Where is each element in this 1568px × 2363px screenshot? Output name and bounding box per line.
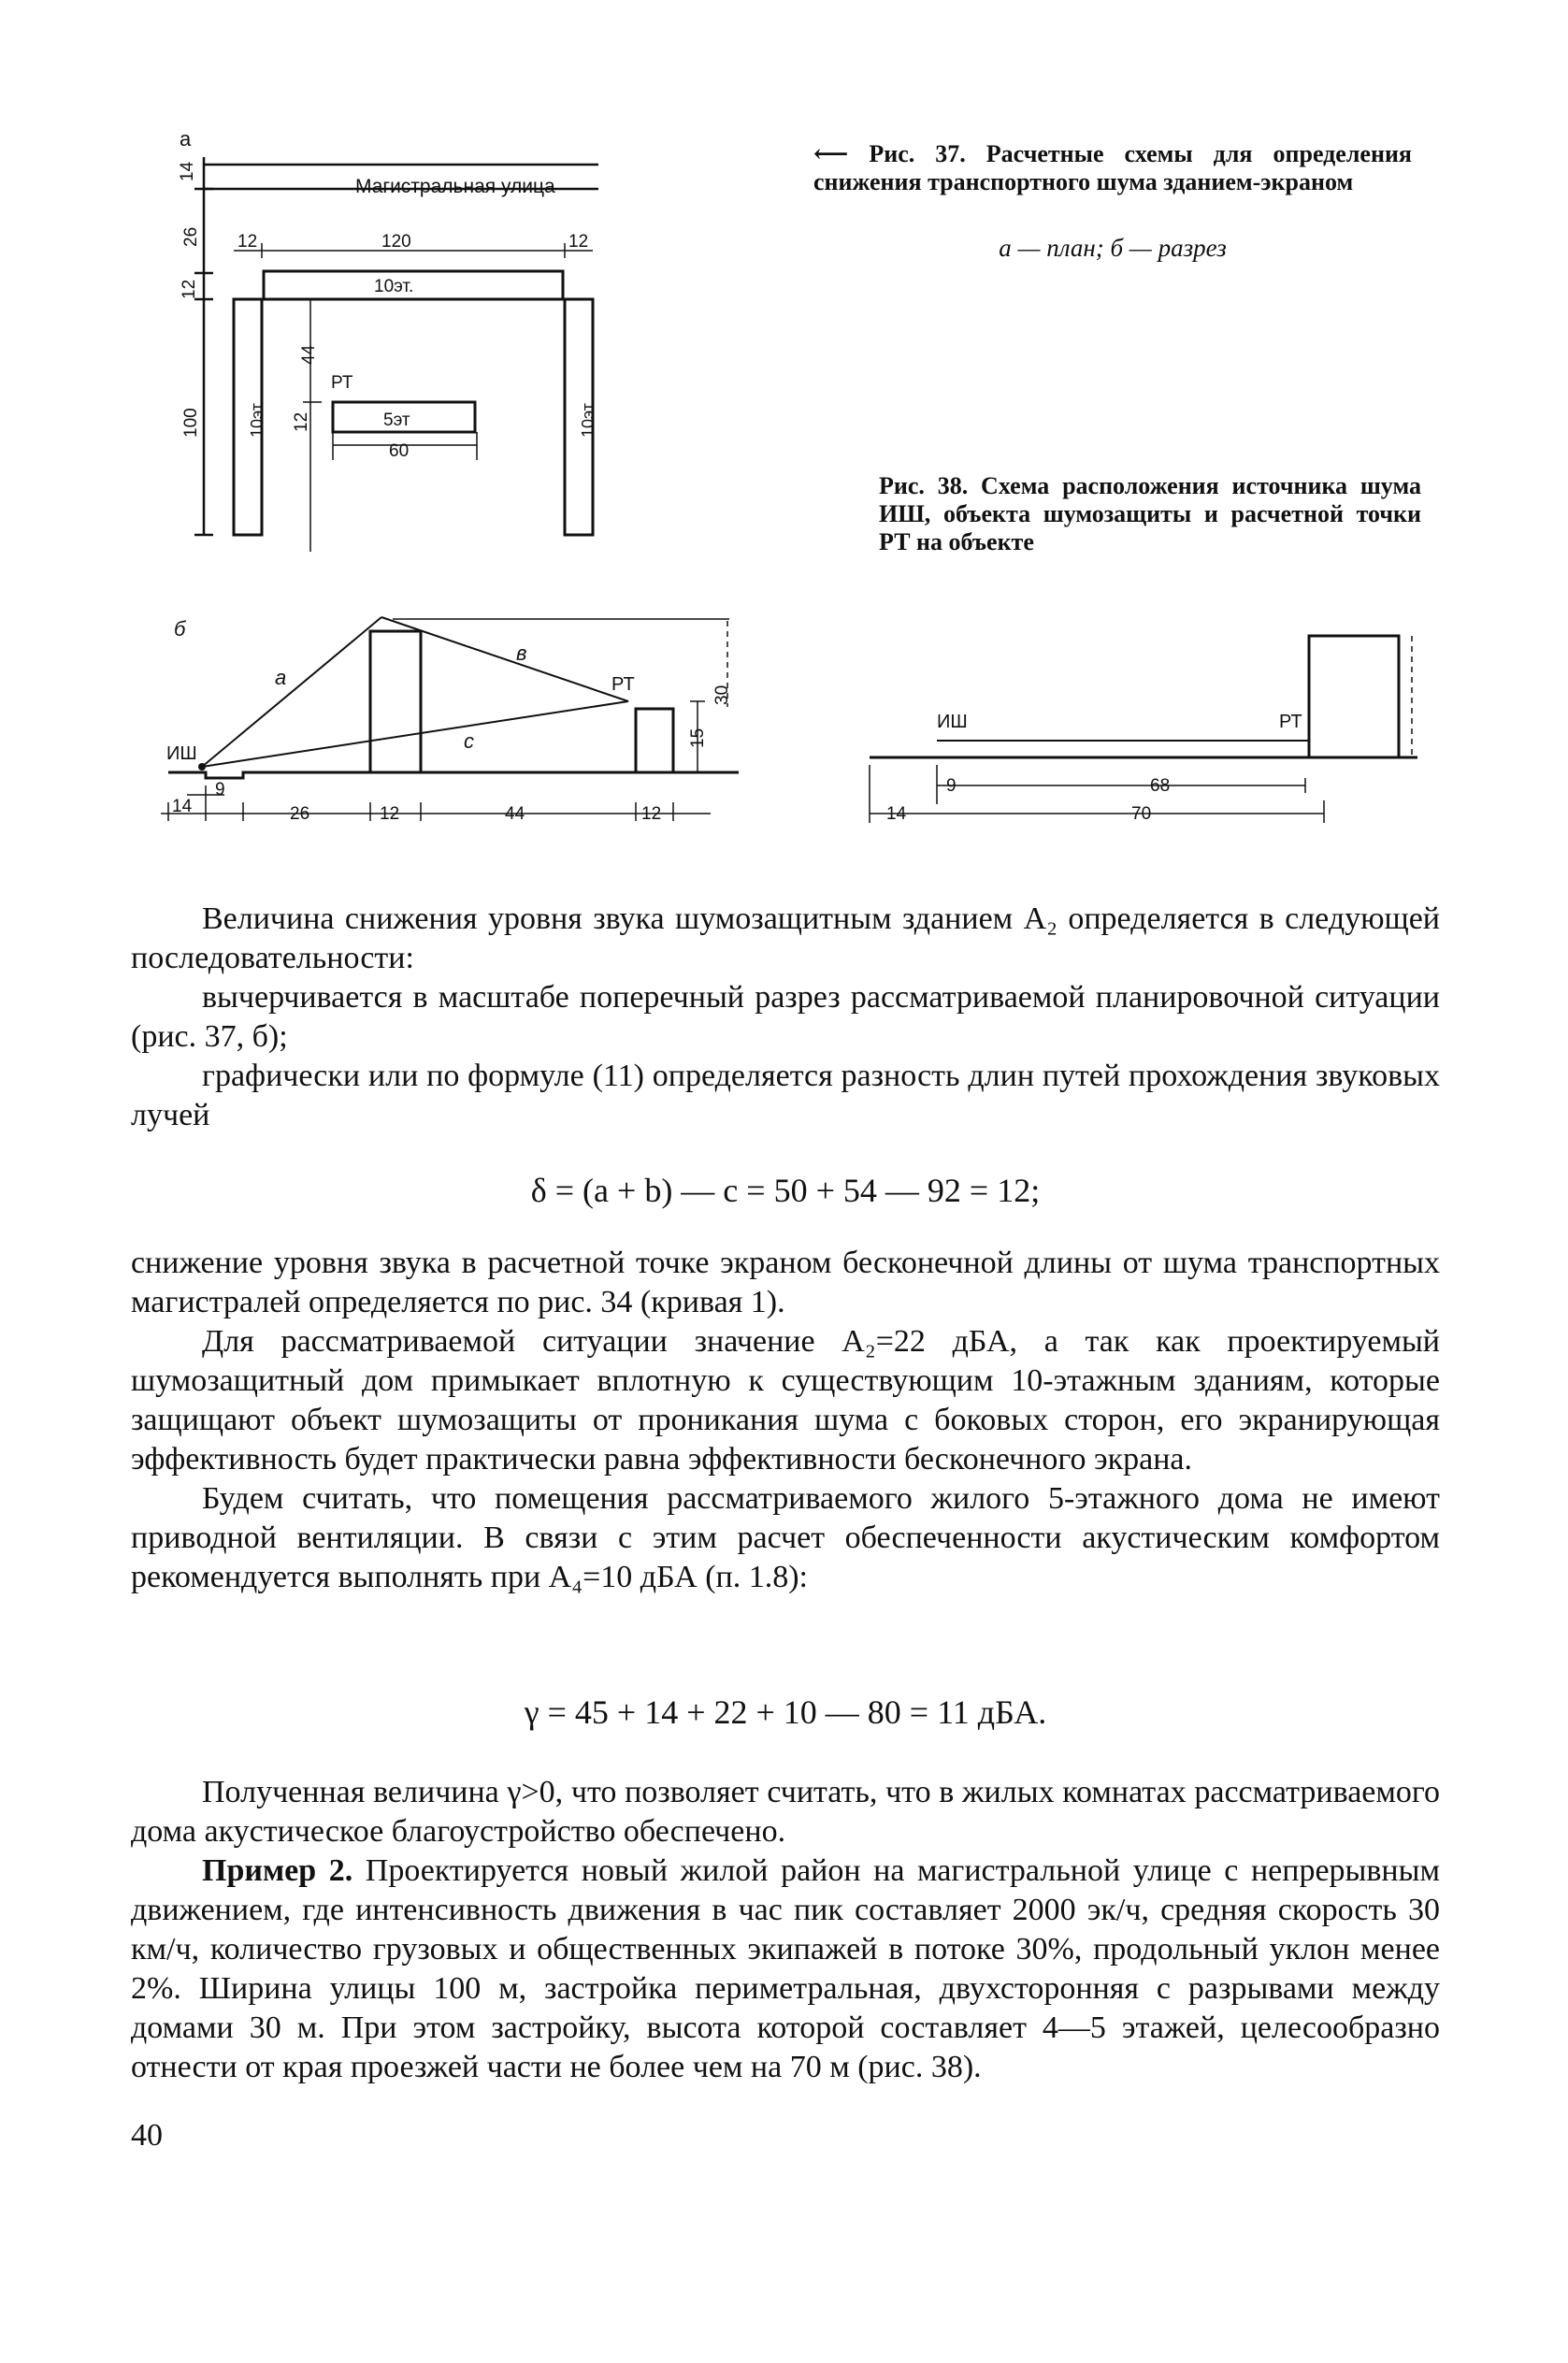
dim-26: 26 xyxy=(181,226,201,247)
page-number: 40 xyxy=(131,2118,163,2153)
fig37-caption xyxy=(813,140,1412,196)
building-top-label: 10эт. xyxy=(374,277,414,296)
dim-9: 9 xyxy=(215,780,225,800)
dim-w120: 120 xyxy=(381,232,411,252)
caption-arrow: ⟵ xyxy=(813,140,849,167)
dim-12: 12 xyxy=(180,279,199,299)
rt-label-b: РТ xyxy=(611,674,635,695)
figure-37a-plan xyxy=(168,131,636,552)
fig37b-label: б xyxy=(174,617,186,641)
paragraph-8-text: Проектируется новый жилой район на магистральной улице с непрерывным движением, где интенсивность движения в час пик составляет 2000 эк/ч, средняя скорость 30 км/ч, количество грузовых и общественных экипажей в потоке 30%, продольный уклон менее 2%. Ширина улицы 100 м, застройка периметральная, двухсторонняя с разрывами между домами 30 м. При этом застройку, высота которой составляет 4—5 этажей, целесообразно отнести от края проезжей части не более чем на 70 м (рис. 38). xyxy=(131,1853,1440,2084)
fig37-caption-text: Рис. 37. Расчетные схемы для определения снижения транспортного шума зданием-экраном xyxy=(813,140,1412,195)
building-left-label: 10эт xyxy=(248,402,266,438)
figure-38 xyxy=(860,617,1440,842)
paragraph-1: Величина снижения уровня звука шумозащитным зданием A₂ определяется в следующей последовательности: xyxy=(131,901,1440,975)
street-label: Магистральная улица xyxy=(355,176,555,197)
fig37a-label: а xyxy=(180,131,192,151)
dim-70: 70 xyxy=(1131,804,1152,824)
formula-2: γ = 45 + 14 + 22 + 10 — 80 = 11 дБА. xyxy=(524,1693,1047,1731)
dim-14-38: 14 xyxy=(886,804,907,824)
ray-b-label: в xyxy=(516,641,527,665)
dim-12c: 12 xyxy=(380,804,400,824)
dim-12d: 12 xyxy=(641,804,662,824)
dim-14: 14 xyxy=(178,161,197,181)
paragraph-3: графически или по формуле (11) определяется разность длин путей прохождения звуковых лучей xyxy=(131,1059,1440,1132)
paragraph-7: Полученная величина γ>0, что позволяет считать, что в жилых комнатах рассматриваемого дома акустическое благоустройство обеспечено. xyxy=(131,1775,1440,1849)
dim-44: 44 xyxy=(299,344,319,365)
body-text-3 xyxy=(131,1773,1440,2087)
ray-a-label: а xyxy=(275,666,287,689)
dim-30: 30 xyxy=(712,684,732,705)
paragraph-2: вычерчивается в масштабе поперечный разрез рассматриваемой планировочной ситуации (рис. 37, б); xyxy=(131,980,1440,1054)
paragraph-4: снижение уровня звука в расчетной точке экраном бесконечной длины от шума транспортных магистралей определяется по рис. 34 (кривая 1). xyxy=(131,1246,1440,1319)
dim-12b: 12 xyxy=(292,411,311,432)
dim-60: 60 xyxy=(389,441,410,461)
dim-15: 15 xyxy=(688,728,708,748)
dim-44b: 44 xyxy=(505,804,525,824)
building-right-label: 10эт xyxy=(579,402,597,438)
paragraph-8 xyxy=(131,1851,1440,2087)
fig38-caption: Рис. 38. Схема расположения источника шума ИШ, объекта шумозащиты и расчетной точки РТ на объекте xyxy=(879,472,1421,555)
rt-label: РТ xyxy=(331,373,353,393)
dim-w12-left: 12 xyxy=(237,232,258,252)
formula-1: δ = (a + b) — c = 50 + 54 — 92 = 12; xyxy=(530,1172,1041,1209)
dim-68: 68 xyxy=(1150,776,1171,796)
figure-37b-section xyxy=(150,608,748,851)
body-text-2 xyxy=(131,1244,1440,1597)
ish-label: ИШ xyxy=(166,743,197,764)
ish-label-38: ИШ xyxy=(937,712,968,732)
fig37-subcaption: а — план; б — разрез xyxy=(999,234,1227,262)
paragraph-6: Будем считать, что помещения рассматриваемого жилого 5-этажного дома не имеют приводной вентиляции. В связи с этим расчет обеспеченности акустическим комфортом рекомендуется выполнять при A₄=10 дБА (п. 1.8): xyxy=(131,1481,1440,1594)
dim-14b: 14 xyxy=(172,797,193,816)
ray-c-label: с xyxy=(464,729,474,753)
paragraph-5: Для рассматриваемой ситуации значение A₂=22 дБА, а так как проектируемый шумозащитный дом примыкает вплотную к существующим 10-этажным зданиям, которые защищают объект шумозащиты от проникания шума с боковых сторон, его экранирующая эффективность будет практически равна эффективности бесконечного экрана. xyxy=(131,1324,1440,1477)
dim-26b: 26 xyxy=(290,804,310,824)
rt-label-38: РТ xyxy=(1279,712,1302,732)
body-text-1 xyxy=(131,900,1440,1135)
building-small-label: 5эт xyxy=(383,411,410,430)
dim-100: 100 xyxy=(181,408,201,438)
dim-9-38: 9 xyxy=(946,776,957,796)
example-lead: Пример 2. xyxy=(202,1853,353,1888)
dim-w12-right: 12 xyxy=(568,232,589,252)
